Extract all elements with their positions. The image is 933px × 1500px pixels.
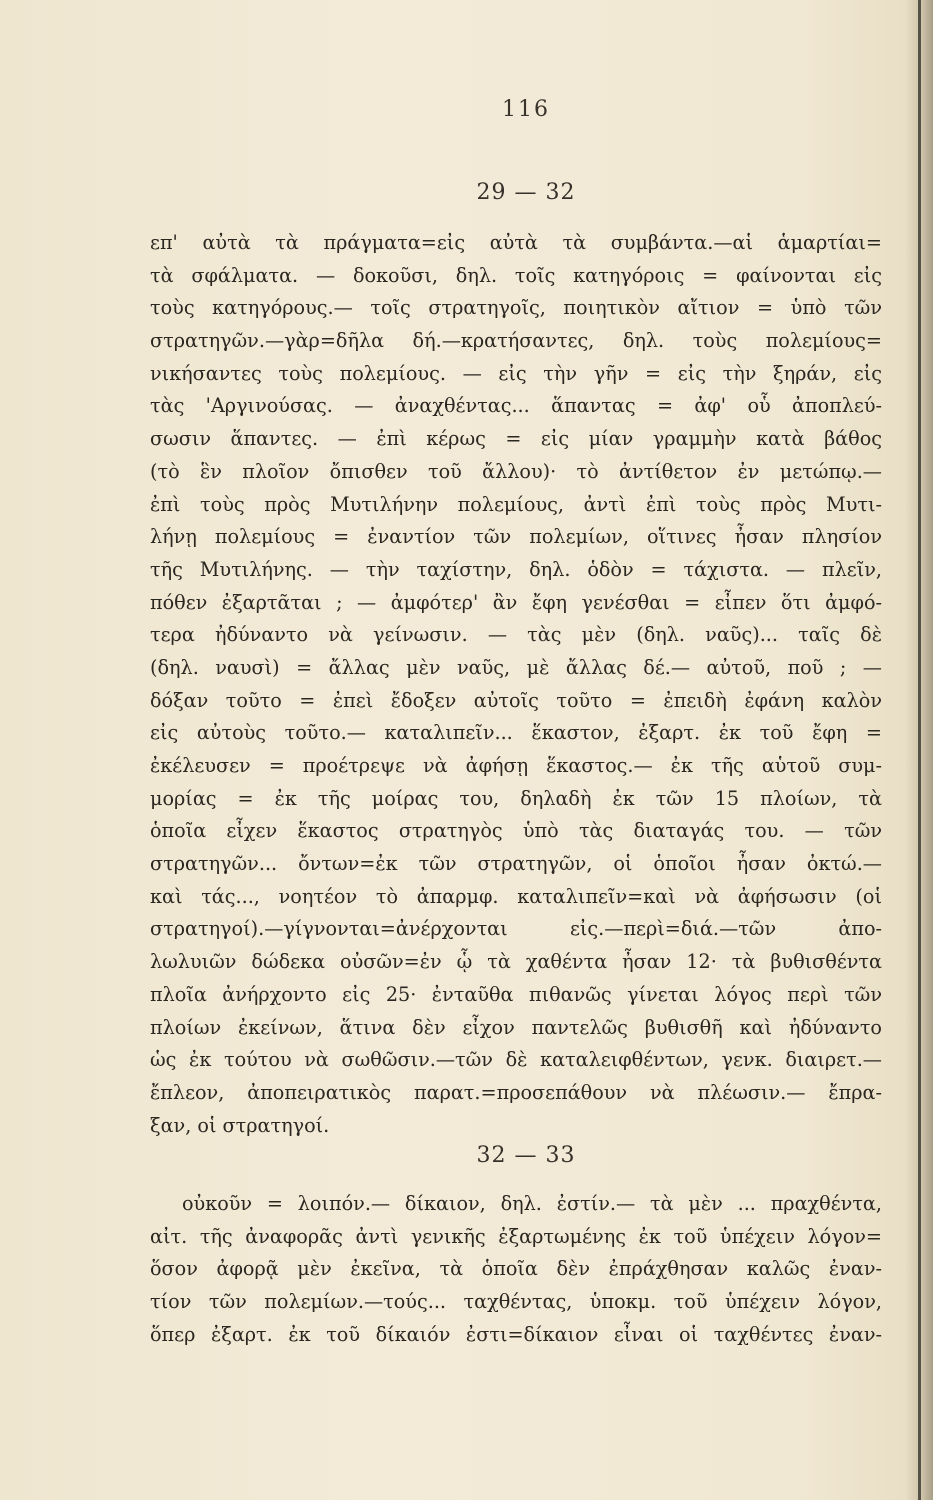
text-line: οὐκοῦν = λοιπόν.— δίκαιον, δηλ. ἐστίν.— τὰ μὲν ... πραχθέντα,	[182, 1192, 882, 1215]
text-line: ἔπλεον, ἀποπειρατικὸς παρατ.=προσεπάθουν νὰ πλέωσιν.— ἔπρα-	[150, 1080, 882, 1104]
text-line: ξαν, οἱ στρατηγοί.	[150, 1113, 330, 1137]
text-line: στρατηγῶν... ὄντων=ἐκ τῶν στρατηγῶν, οἱ ὁποῖοι ἦσαν ὀκτώ.—	[150, 852, 882, 876]
text-line: ὁποῖα εἶχεν ἕκαστος στρατηγὸς ὑπὸ τὰς διαταγάς του. — τῶν	[150, 819, 882, 843]
text-line: τὰ σφάλματα. — δοκοῦσι, δηλ. τοῖς κατηγόροις = φαίνονται εἰς	[150, 263, 882, 287]
text-line: (δηλ. ναυσὶ) = ἄλλας μὲν ναῦς, μὲ ἄλλας δέ.— αὐτοῦ, ποῦ ; —	[150, 655, 882, 679]
text-line: τίον τῶν πολεμίων.—τούς... ταχθέντας, ὑποκμ. τοῦ ὑπέχειν λόγον,	[150, 1290, 882, 1314]
section-body-32-33	[150, 1188, 882, 1351]
text-line: ὅπερ ἐξαρτ. ἐκ τοῦ δίκαιόν ἐστι=δίκαιον εἶναι οἱ ταχθέντες ἐναν-	[150, 1322, 882, 1346]
text-line: τὰς 'Αργινούσας. — ἀναχθέντας... ἅπαντας = ἀφ' οὗ ἀποπλεύ-	[150, 394, 882, 418]
text-line: τῆς Μυτιλήνης. — τὴν ταχίστην, δηλ. ὁδὸν = τάχιστα. — πλεῖν,	[150, 557, 882, 581]
text-line: πόθεν ἐξαρτᾶται ; — ἀμφότερ' ἂν ἔφη γενέσθαι = εἶπεν ὅτι ἀμφό-	[150, 590, 882, 614]
text-line: τοὺς κατηγόρους.— τοῖς στρατηγοῖς, ποιητικὸν αἴτιον = ὑπὸ τῶν	[150, 296, 882, 320]
text-line: σωσιν ἅπαντες. — ἐπὶ κέρως = εἰς μίαν γραμμὴν κατὰ βάθος	[150, 427, 882, 451]
text-line: στρατηγῶν.—γὰρ=δῆλα δή.—κρατήσαντες, δηλ. τοὺς πολεμίους=	[150, 329, 882, 353]
text-line: λωλυιῶν δώδεκα οὐσῶν=ἐν ᾧ τὰ χαθέντα ἦσαν 12· τὰ βυθισθέντα	[150, 950, 882, 974]
text-line: επ' αὐτὰ τὰ πράγματα=εἰς αὐτὰ τὰ συμβάντα.—αἱ ἁμαρτίαι=	[150, 231, 882, 254]
text-line: στρατηγοί).—γίγνονται=ἀνέρχονται εἰς.—περὶ=διά.—τῶν ἀπο-	[150, 917, 882, 941]
text-line: νικήσαντες τοὺς πολεμίους. — εἰς τὴν γῆν = εἰς τὴν ξηράν, εἰς	[150, 361, 882, 385]
section-heading-29-32: 29 — 32	[476, 180, 576, 205]
text-line: καὶ τάς..., νοητέον τὸ ἀπαρμφ. καταλιπεῖν=καὶ νὰ ἀφήσωσιν (οἱ	[150, 884, 882, 908]
page-edge-line	[918, 0, 921, 1500]
text-line: μορίας = ἐκ τῆς μοίρας του, δηλαδὴ ἐκ τῶν 15 πλοίων, τὰ	[150, 786, 882, 810]
text-line: πλοίων ἐκείνων, ἅτινα δὲν εἶχον παντελῶς βυθισθῆ καὶ ἠδύναντο	[150, 1015, 882, 1039]
text-line: τερα ἠδύναντο νὰ γείνωσιν. — τὰς μὲν (δηλ. ναῦς)... ταῖς δὲ	[150, 623, 882, 647]
section-heading-32-33: 32 — 33	[476, 1143, 576, 1168]
text-line: λήνῃ πολεμίους = ἐναντίον τῶν πολεμίων, οἵτινες ἦσαν πλησίον	[150, 525, 882, 549]
text-line: δόξαν τοῦτο = ἐπεὶ ἔδοξεν αὐτοῖς τοῦτο = ἐπειδὴ ἐφάνη καλὸν	[150, 688, 882, 712]
text-line: ὡς ἐκ τούτου νὰ σωθῶσιν.—τῶν δὲ καταλειφθέντων, γενκ. διαιρετ.—	[150, 1048, 882, 1072]
text-line: ἐπὶ τοὺς πρὸς Μυτιλήνην πολεμίους, ἀντὶ ἐπὶ τοὺς πρὸς Μυτι-	[150, 492, 882, 516]
section-body-29-32	[150, 227, 882, 1142]
text-line: αἰτ. τῆς ἀναφορᾶς ἀντὶ γενικῆς ἐξαρτωμένης ἐκ τοῦ ὑπέχειν λόγον=	[150, 1224, 882, 1248]
text-line: ὅσον ἀφορᾷ μὲν ἐκεῖνα, τὰ ὁποῖα δὲν ἐπράχθησαν καλῶς ἐναν-	[150, 1257, 882, 1281]
text-line: εἰς αὐτοὺς τοῦτο.— καταλιπεῖν... ἕκαστον, ἐξαρτ. ἐκ τοῦ ἔφη =	[150, 721, 882, 745]
page-number: 116	[502, 97, 550, 122]
text-line: ἐκέλευσεν = προέτρεψε νὰ ἀφήσῃ ἕκαστος.— ἐκ τῆς αὑτοῦ συμ-	[150, 754, 882, 777]
text-line: πλοῖα ἀνήρχοντο εἰς 25· ἐνταῦθα πιθανῶς γίνεται λόγος περὶ τῶν	[150, 982, 882, 1006]
text-line: (τὸ ἓν πλοῖον ὄπισθεν τοῦ ἄλλου)· τὸ ἀντίθετον ἐν μετώπῳ.—	[150, 459, 882, 483]
